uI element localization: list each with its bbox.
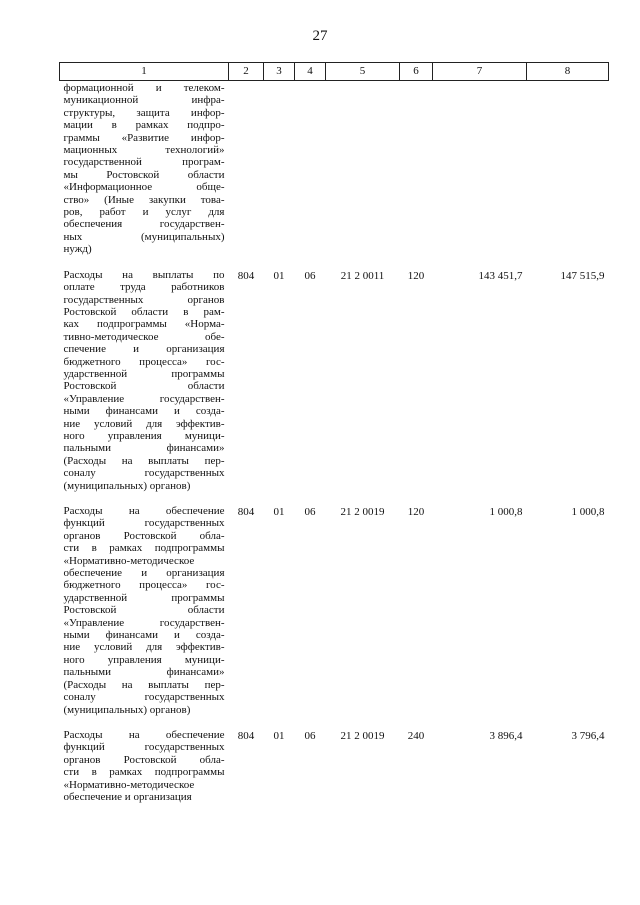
table-row: [60, 729, 609, 816]
amount-year2-cell: 147 515,9: [560, 269, 605, 282]
column-header: 8: [527, 63, 609, 81]
description-line: ров, работ и услуг для: [63, 206, 225, 219]
section-code-cell: 01: [273, 506, 285, 518]
expense-type-cell: 240: [407, 729, 425, 742]
description-line: ных (муниципальных): [63, 230, 225, 243]
description-line: обеспечение и организация: [63, 790, 192, 803]
page-number: 27: [312, 28, 328, 44]
amount-year2-cell: 1 000,8: [571, 506, 605, 518]
amount-year2-cell: [527, 81, 609, 269]
description-line: государственной програм-: [63, 156, 225, 169]
description-line: органов Ростовской обла-: [63, 753, 225, 766]
description-line: ние условий для эффектив-: [63, 641, 225, 654]
description-line: ударственной программы: [63, 367, 225, 380]
description-line: «Информационное обще-: [63, 181, 225, 194]
table-header-row: [60, 63, 609, 81]
description-line: ного управления муници-: [63, 653, 225, 666]
description-line: функций государственных: [63, 741, 225, 754]
expense-type-cell: 120: [407, 269, 425, 282]
description-line: нужд): [63, 243, 92, 256]
description-line: обеспечения государствен-: [63, 218, 225, 231]
table-row: [60, 269, 609, 505]
section-code-cell: 01: [273, 729, 285, 742]
subsection-code-cell: [295, 81, 326, 269]
description-line: Расходы на обеспечение: [63, 728, 225, 741]
description-line: (Расходы на выплаты пер-: [63, 454, 225, 467]
target-item-cell: 21 2 0019: [340, 729, 385, 742]
amount-year1-cell: [433, 81, 527, 269]
expense-type-cell: [400, 81, 433, 269]
description-line: «Управление государствен-: [63, 392, 225, 405]
amount-year2-cell: 3 796,4: [571, 729, 605, 742]
description-line: ными финансами и созда-: [63, 629, 225, 642]
section-code-cell: 01: [273, 269, 285, 282]
description-line: оплате труда работников: [63, 281, 225, 294]
description-line: Ростовской области: [63, 380, 225, 393]
column-header: 1: [60, 63, 229, 81]
description-line: Ростовской области в рам-: [63, 305, 225, 318]
description-line: ными финансами и созда-: [63, 405, 225, 418]
description-line: ударственной программы: [63, 591, 225, 604]
column-header: 2: [229, 63, 264, 81]
row-description: [60, 505, 229, 729]
subsection-code-cell: 06: [304, 729, 316, 742]
description-line: ние условий для эффектив-: [63, 417, 225, 430]
subsection-code-cell: 06: [304, 506, 316, 518]
section-code-cell: [264, 81, 295, 269]
subsection-code-cell: 06: [304, 269, 316, 282]
description-line: сти в рамках подпрограммы: [63, 766, 225, 779]
description-line: бюджетного процесса» гос-: [63, 579, 225, 592]
column-header: 5: [326, 63, 400, 81]
description-line: (Расходы на выплаты пер-: [63, 678, 225, 691]
target-item-cell: 21 2 0019: [340, 506, 385, 518]
description-line: формационной и телеком-: [63, 82, 225, 94]
table-body: [60, 81, 609, 817]
description-line: обеспечение и организация: [63, 567, 225, 580]
target-item-cell: [326, 81, 400, 269]
description-line: «Нормативно-методическое: [63, 778, 195, 791]
description-line: «Управление государствен-: [63, 616, 225, 629]
description-line: Расходы на обеспечение: [63, 505, 225, 517]
column-header: 3: [264, 63, 295, 81]
description-line: функций государственных: [63, 517, 225, 530]
column-header: 7: [433, 63, 527, 81]
ministry-code-cell: 804: [237, 506, 255, 518]
ministry-code-cell: 804: [237, 729, 255, 742]
description-line: государственных органов: [63, 293, 225, 306]
target-item-cell: 21 2 0011: [340, 269, 385, 282]
description-line: мы Ростовской области: [63, 168, 225, 181]
budget-table: [59, 62, 609, 816]
description-line: сти в рамках подпрограммы: [63, 542, 225, 555]
ministry-code-cell: [229, 81, 264, 269]
amount-year1-cell: 143 451,7: [478, 269, 523, 282]
description-line: муникационной инфра-: [63, 94, 225, 107]
description-line: бюджетного процесса» гос-: [63, 355, 225, 368]
description-line: пальными финансами»: [63, 442, 225, 455]
row-description: [60, 81, 229, 269]
description-line: Расходы на выплаты по: [63, 268, 225, 281]
description-line: соналу государственных: [63, 691, 225, 704]
description-line: органов Ростовской обла-: [63, 529, 225, 542]
column-header: 4: [295, 63, 326, 81]
description-line: спечение и организация: [63, 343, 225, 356]
ministry-code-cell: 804: [237, 269, 255, 282]
table-row: [60, 81, 609, 269]
amount-year1-cell: 1 000,8: [489, 506, 523, 518]
description-line: ство» (Иные закупки това-: [63, 193, 225, 206]
description-line: ках подпрограммы «Норма-: [63, 318, 225, 331]
description-line: мации в рамках подпро-: [63, 119, 225, 132]
description-line: структуры, защита инфор-: [63, 106, 225, 119]
description-line: мационных технологий»: [63, 144, 225, 157]
row-description: [60, 729, 229, 816]
description-line: пальными финансами»: [63, 666, 225, 679]
description-line: ного управления муници-: [63, 429, 225, 442]
description-line: «Нормативно-методическое: [63, 554, 195, 567]
description-line: (муниципальных) органов): [63, 703, 191, 716]
row-description: [60, 269, 229, 505]
description-line: (муниципальных) органов): [63, 479, 191, 492]
expense-type-cell: 120: [407, 506, 425, 518]
column-header: 6: [400, 63, 433, 81]
description-line: Ростовской области: [63, 604, 225, 617]
description-line: тивно-методическое обе-: [63, 330, 225, 343]
description-line: граммы «Развитие инфор-: [63, 131, 225, 144]
amount-year1-cell: 3 896,4: [489, 729, 523, 742]
table-row: [60, 505, 609, 729]
description-line: соналу государственных: [63, 467, 225, 480]
